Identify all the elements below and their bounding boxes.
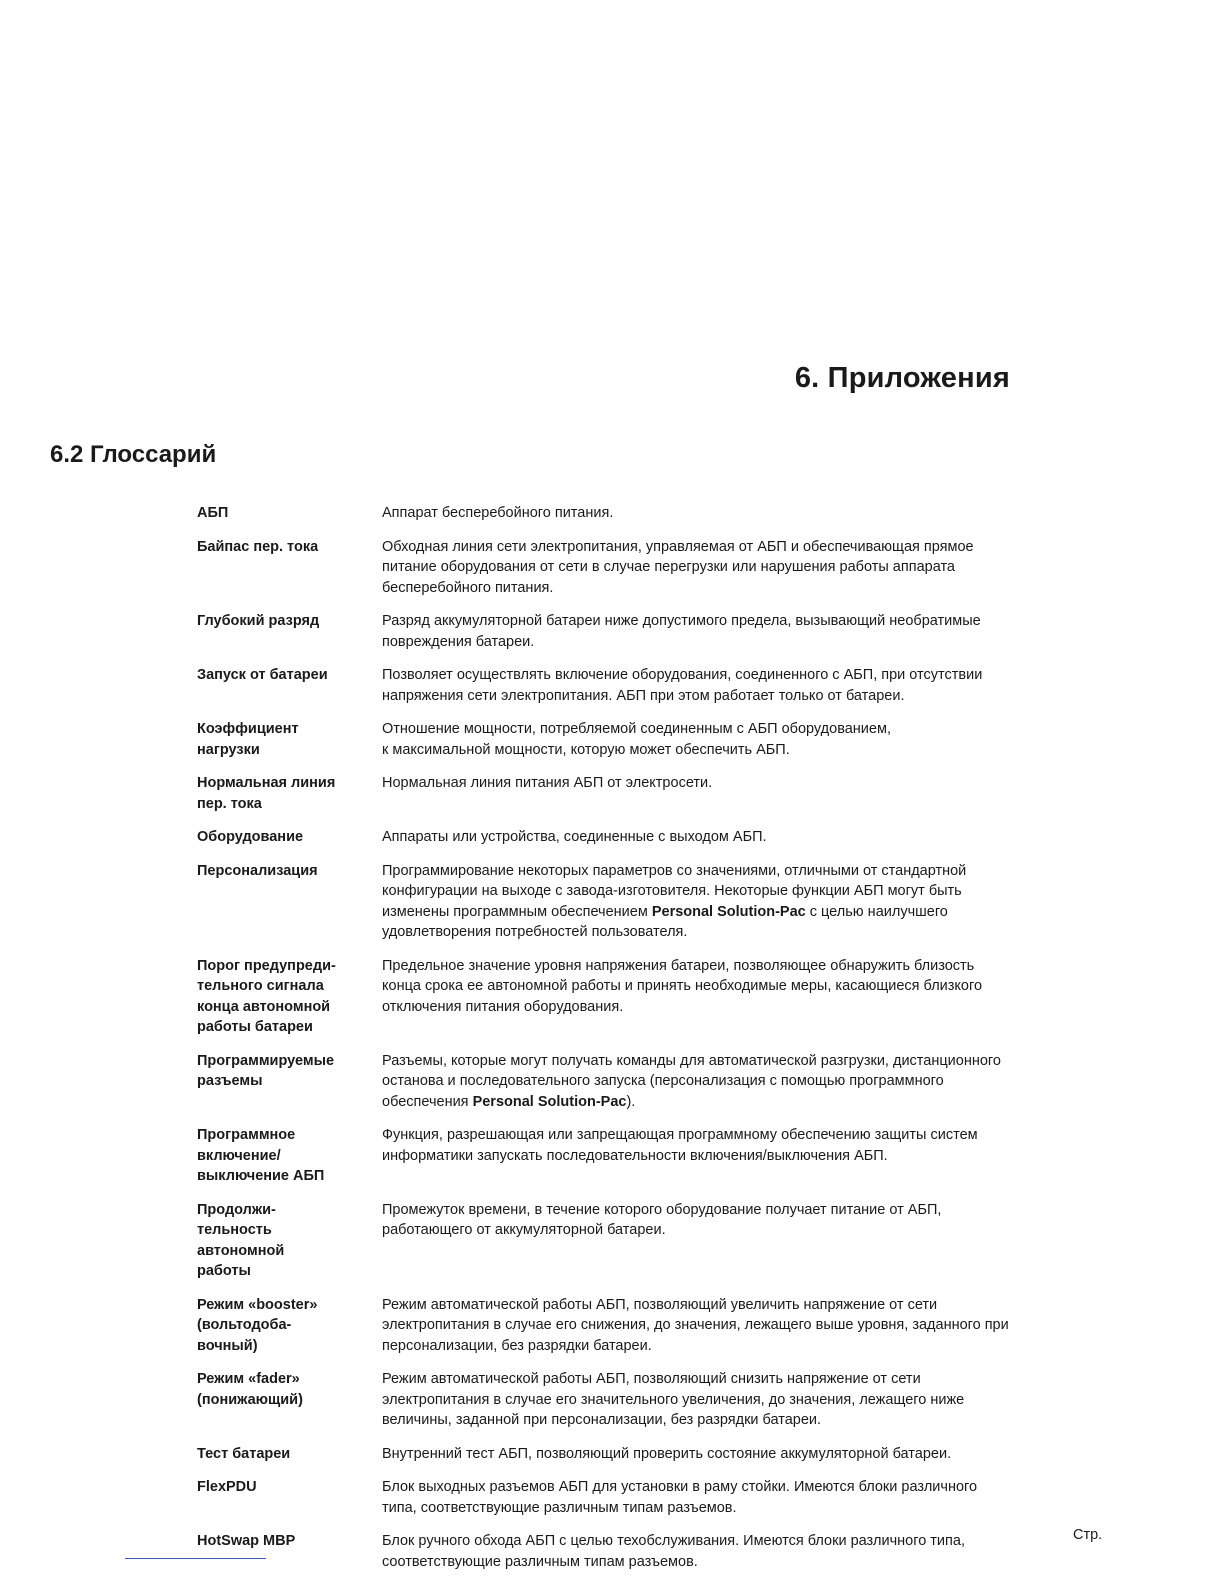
- definition-product-name: Personal Solution-Pac: [651, 903, 806, 920]
- glossary-entry: [197, 1125, 1027, 1187]
- glossary-definition: [382, 1051, 1012, 1113]
- glossary-list: [197, 503, 1027, 1585]
- glossary-term: Режим «fader» (понижающий): [197, 1371, 303, 1408]
- definition-text: Промежуток времени, в течение которого оборудование получает питание от АБП, работающего от аккумуляторной батареи.: [382, 1201, 942, 1238]
- glossary-entry: [197, 665, 1027, 706]
- glossary-term: Режим «booster» (вольтодоба- вочный): [197, 1296, 318, 1354]
- glossary-definition: [382, 1125, 1012, 1166]
- glossary-definition: [382, 773, 1012, 794]
- chapter-title: 6. Приложения: [794, 362, 1010, 394]
- definition-text: Режим автоматической работы АБП, позволяющий снизить напряжение от сети электропитания в случае его значительного увеличения, до значения, лежащего ниже величины, заданной при персонализации, без разрядки батареи.: [382, 1371, 965, 1428]
- glossary-entry: [197, 537, 1027, 599]
- glossary-entry: [197, 1369, 1027, 1431]
- definition-text: Обходная линия сети электропитания, управляемая от АБП и обеспечивающая прямое питание оборудования от сети в случае перегрузки или нарушения работы аппарата бесперебойного питания.: [382, 538, 974, 596]
- glossary-term: Глубокий разряд: [197, 613, 320, 629]
- glossary-definition: [382, 1531, 1012, 1572]
- glossary-definition: [382, 665, 1012, 706]
- glossary-entry: [197, 1531, 1027, 1572]
- definition-text: Программирование некоторых параметров со значениями, отличными от стандартной конфигурации на выходе с завода-изготовителя. Некоторые функции АБП могут быть изменены программным обеспечением: [382, 862, 967, 920]
- glossary-entry: [197, 1295, 1027, 1357]
- glossary-term: HotSwap MBP: [197, 1533, 296, 1549]
- definition-text: Разряд аккумуляторной батареи ниже допустимого предела, вызывающий необратимые повреждения батареи.: [382, 613, 981, 650]
- definition-text: Внутренний тест АБП, позволяющий проверить состояние аккумуляторной батареи.: [382, 1445, 952, 1462]
- glossary-term: Запуск от батареи: [197, 667, 328, 683]
- glossary-term: Персонализация: [197, 862, 318, 879]
- glossary-term: Тест батареи: [197, 1445, 291, 1462]
- glossary-entry: [197, 1477, 1027, 1518]
- section-title: 6.2 Глоссарий: [50, 441, 217, 468]
- glossary-definition: [382, 956, 1012, 1018]
- footer-rule: [125, 1558, 266, 1559]
- definition-text: Блок выходных разъемов АБП для установки в раму стойки. Имеются блоки различного типа, соответствующие различным типам разъемов.: [382, 1479, 978, 1516]
- definition-text: Аппарат бесперебойного питания.: [382, 505, 614, 521]
- glossary-entry: [197, 1051, 1027, 1113]
- glossary-definition: [382, 503, 1012, 524]
- glossary-definition: [382, 719, 1012, 760]
- glossary-entry: [197, 611, 1027, 652]
- glossary-entry: [197, 719, 1027, 760]
- glossary-entry: [197, 956, 1027, 1038]
- glossary-definition: [382, 1444, 1012, 1465]
- definition-text: Режим автоматической работы АБП, позволяющий увеличить напряжение от сети электропитания в случае его снижения, до значения, лежащего выше уровня, заданного при персонализации, без разрядки батареи.: [382, 1296, 1009, 1354]
- glossary-definition: [382, 861, 1012, 943]
- definition-text: ).: [626, 1093, 636, 1110]
- glossary-term: Коэффициент нагрузки: [197, 721, 299, 758]
- definition-text: Аппараты или устройства, соединенные с выходом АБП.: [382, 829, 767, 845]
- glossary-entry: [197, 773, 1027, 814]
- definition-text: с целью наилучшего удовлетворения потребностей пользователя.: [382, 903, 948, 940]
- glossary-definition: [382, 537, 1012, 599]
- definition-text: к максимальной мощности, которую может обеспечить АБП.: [382, 741, 790, 758]
- definition-text: Разъемы, которые могут получать команды для автоматической разгрузки, дистанционного останова и последовательного запуска (персонализация с помощью программного обеспечения: [382, 1052, 1001, 1110]
- definition-text: Блок ручного обхода АБП с целью техобслуживания. Имеются блоки различного типа, соответствующие различным типам разъемов.: [382, 1533, 965, 1570]
- glossary-definition: [382, 611, 1012, 652]
- glossary-entry: [197, 1200, 1027, 1282]
- definition-text: Предельное значение уровня напряжения батареи, позволяющее обнаружить близость конца срока ее автономной работы и принять необходимые меры, касающиеся близкого отключения питания оборудования.: [382, 957, 983, 1015]
- glossary-definition: [382, 1369, 1012, 1431]
- glossary-entry: [197, 861, 1027, 943]
- page-label: Стр.: [1073, 1527, 1103, 1543]
- glossary-term: Нормальная линия пер. тока: [197, 775, 336, 812]
- glossary-definition: [382, 1200, 1012, 1241]
- definition-text: Позволяет осуществлять включение оборудования, соединенного с АБП, при отсутствии напряжения сети электропитания. АБП при этом работает только от батареи.: [382, 667, 983, 704]
- definition-product-name: Personal Solution-Pac: [472, 1093, 627, 1110]
- glossary-entry: [197, 1444, 1027, 1465]
- glossary-entry: [197, 827, 1027, 848]
- glossary-entry: [197, 503, 1027, 524]
- glossary-term: Программное включение/ выключение АБП: [197, 1127, 325, 1184]
- glossary-term: Порог предупреди- тельного сигнала конца автономной работы батареи: [197, 957, 336, 1035]
- glossary-definition: [382, 827, 1012, 848]
- glossary-term: Байпас пер. тока: [197, 538, 319, 555]
- glossary-term: FlexPDU: [197, 1479, 257, 1495]
- glossary-term: Программируемые разъемы: [197, 1052, 335, 1089]
- definition-text: Функция, разрешающая или запрещающая программному обеспечению защиты систем информатики запускать последовательности включения/выключения АБП.: [382, 1127, 978, 1164]
- definition-text: Отношение мощности, потребляемой соединенным с АБП оборудованием,: [382, 721, 891, 737]
- glossary-definition: [382, 1295, 1012, 1357]
- glossary-definition: [382, 1477, 1012, 1518]
- definition-text: Нормальная линия питания АБП от электросети.: [382, 775, 713, 791]
- glossary-term: АБП: [197, 505, 229, 521]
- glossary-term: Продолжи- тельность автономной работы: [197, 1201, 285, 1279]
- glossary-term: Оборудование: [197, 829, 304, 845]
